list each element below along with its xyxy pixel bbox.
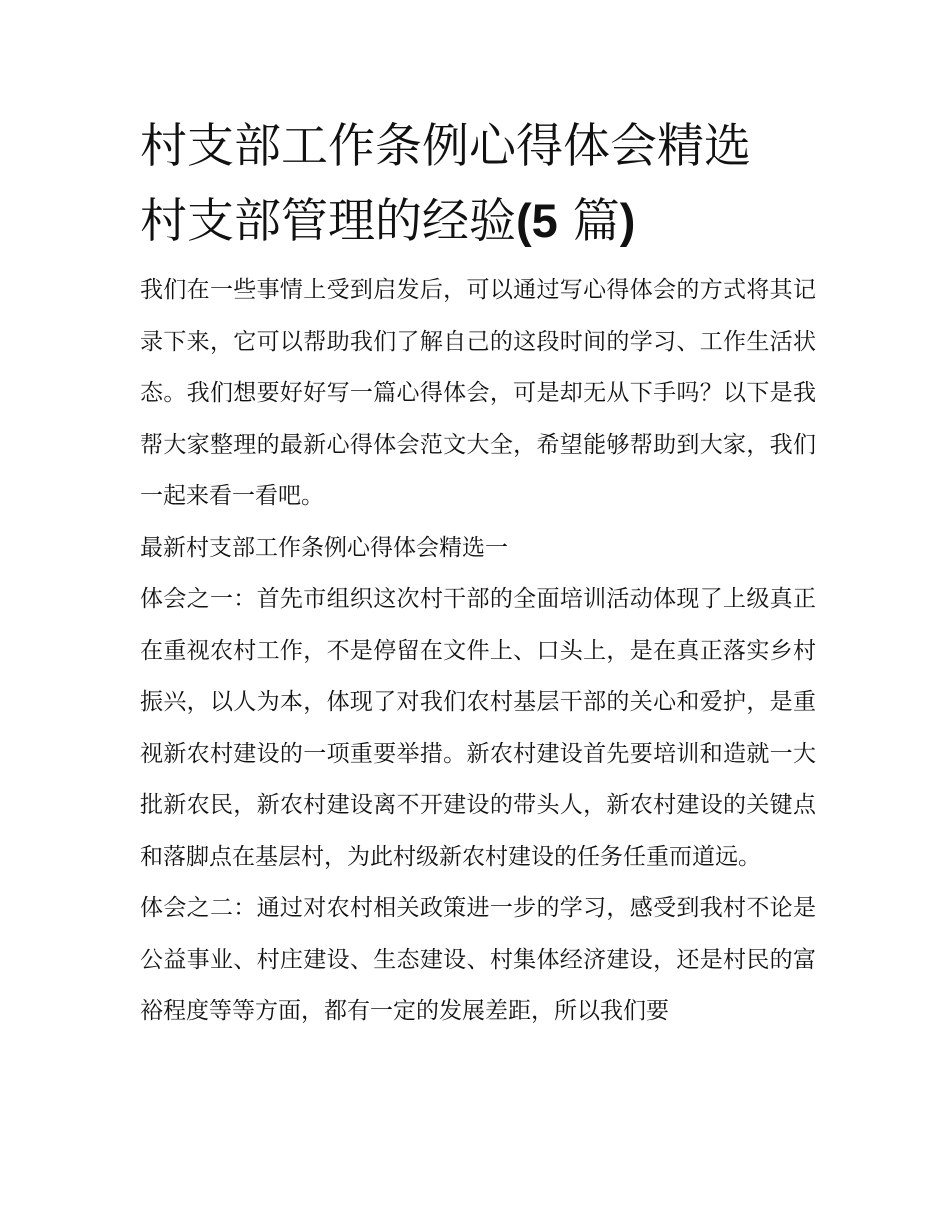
title-line-1: 村支部工作条例心得体会精选	[140, 119, 751, 174]
title-unit: 篇	[572, 194, 620, 249]
document-title	[140, 110, 816, 259]
title-line-2: 村支部管理的经验	[140, 194, 516, 249]
body-paragraph-2: 体会之二：通过对农村相关政策进一步的学习，感受到我村不论是公益事业、村庄建设、生态建设、村集体经济建设，还是村民的富裕程度等等方面，都有一定的发展差距，所以我们要	[140, 895, 816, 1024]
document-page	[140, 110, 816, 1038]
section-heading: 最新村支部工作条例心得体会精选一	[140, 534, 508, 561]
body-paragraph-1: 体会之一：首先市组织这次村干部的全面培训活动体现了上级真正在重视农村工作，不是停留在文件上、口头上，是在真正落实乡村振兴，以人为本，体现了对我们农村基层干部的关心和爱护，是重视新农村建设的一项重要举措。新农村建设首先要培训和造就一大批新农民，新农村建设离不开建设的带头人，新农村建设的关键点和落脚点在基层村，为此村级新农村建设的任务任重而道远。	[140, 586, 816, 870]
intro-paragraph: 我们在一些事情上受到启发后，可以通过写心得体会的方式将其记录下来，它可以帮助我们了解自己的这段时间的学习、工作生活状态。我们想要好好写一篇心得体会，可是却无从下手吗？以下是我帮大家整理的最新心得体会范文大全，希望能够帮助到大家，我们一起来看一看吧。	[140, 277, 816, 509]
title-close: )	[619, 194, 636, 247]
title-count: (5	[516, 194, 558, 247]
